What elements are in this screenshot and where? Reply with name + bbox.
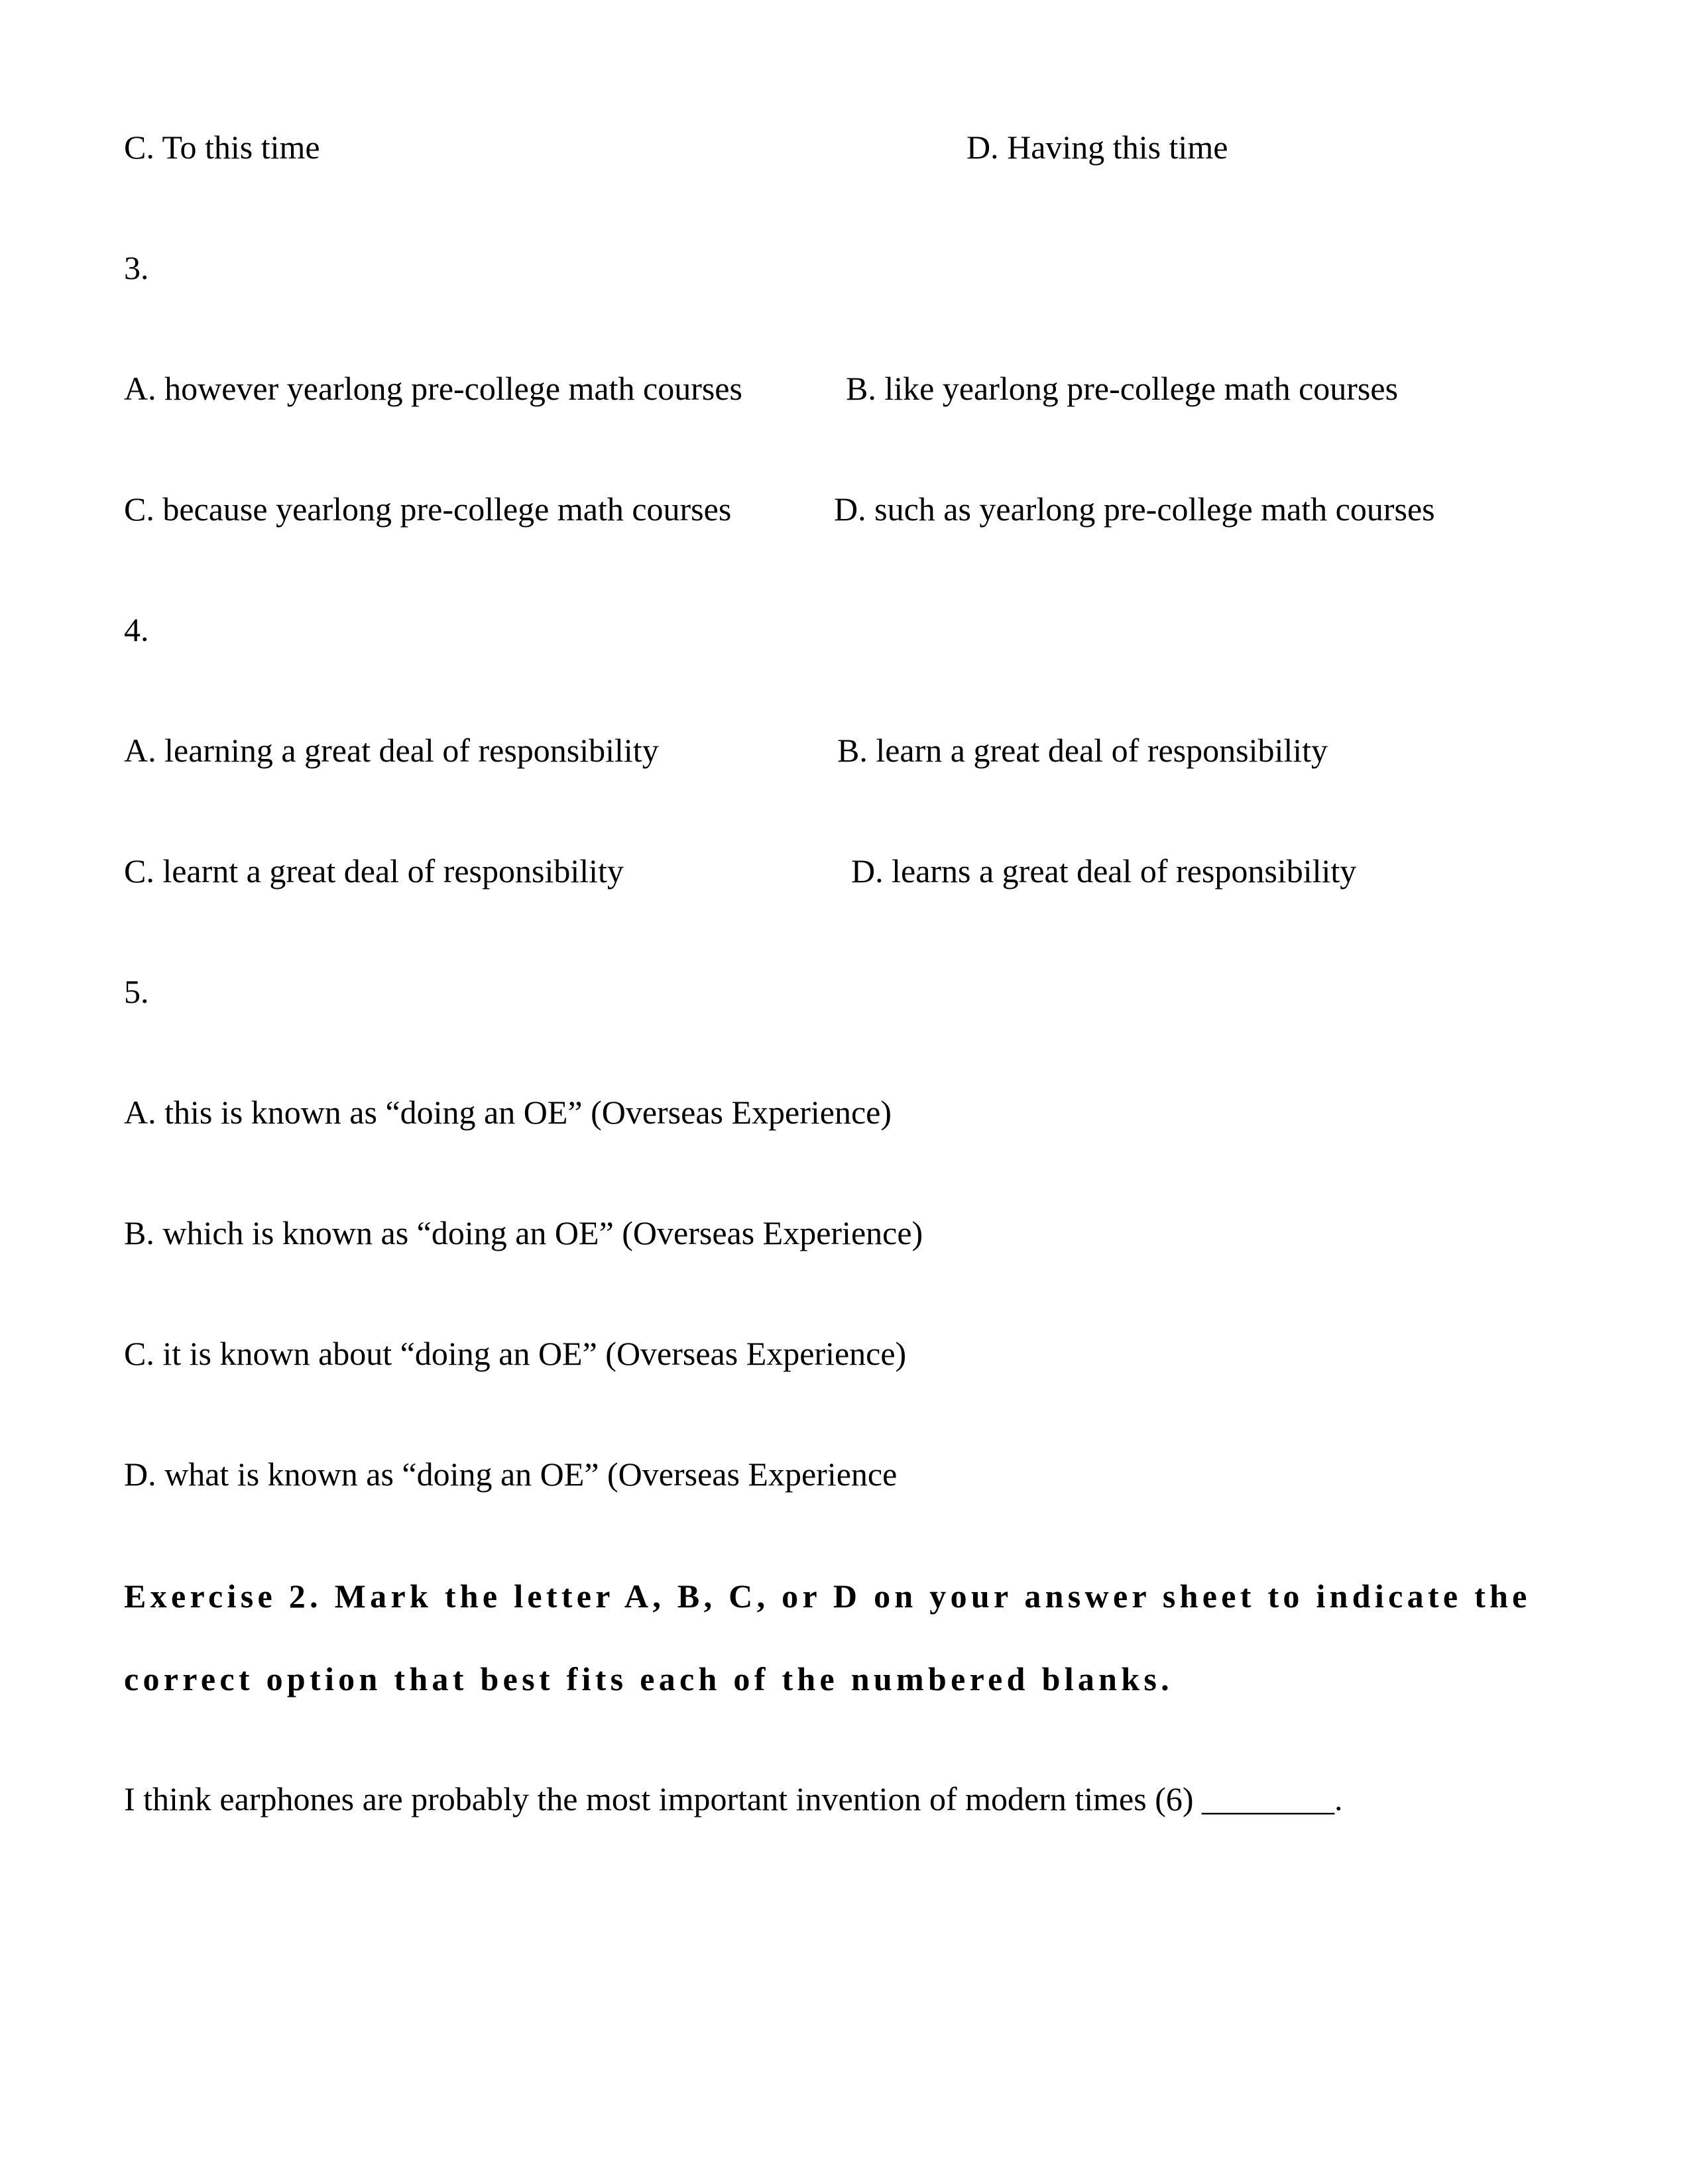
- q4-number: 4.: [124, 611, 149, 648]
- exercise-2-passage: I think earphones are probably the most important invention of modern times (6) ________.: [124, 1780, 1343, 1817]
- q5-option-a: A. this is known as “doing an OE” (Overseas Experience): [124, 1094, 892, 1131]
- q3-option-c: C. because yearlong pre-college math courses: [124, 490, 732, 528]
- q2-option-c: C. To this time: [124, 129, 320, 166]
- q2-option-d: D. Having this time: [966, 129, 1228, 166]
- q4-option-c: C. learnt a great deal of responsibility: [124, 852, 624, 890]
- exercise-2-heading-line1: Exercise 2. Mark the letter A, B, C, or D on your answer sheet to indicate the: [124, 1578, 1531, 1615]
- q3-number: 3.: [124, 249, 149, 286]
- q4-option-b: B. learn a great deal of responsibility: [837, 732, 1328, 769]
- q3-option-b: B. like yearlong pre-college math courses: [846, 370, 1399, 407]
- q5-number: 5.: [124, 973, 149, 1010]
- q4-option-a: A. learning a great deal of responsibility: [124, 732, 659, 769]
- q4-option-d: D. learns a great deal of responsibility: [851, 852, 1357, 890]
- q3-option-a: A. however yearlong pre-college math courses: [124, 370, 742, 407]
- q5-option-c: C. it is known about “doing an OE” (Overseas Experience): [124, 1335, 907, 1372]
- q5-option-d: D. what is known as “doing an OE” (Overseas Experience: [124, 1456, 898, 1493]
- q3-option-d: D. such as yearlong pre-college math courses: [834, 490, 1435, 528]
- exercise-2-heading-line2: correct option that best fits each of the numbered blanks.: [124, 1660, 1173, 1697]
- q5-option-b: B. which is known as “doing an OE” (Overseas Experience): [124, 1214, 923, 1251]
